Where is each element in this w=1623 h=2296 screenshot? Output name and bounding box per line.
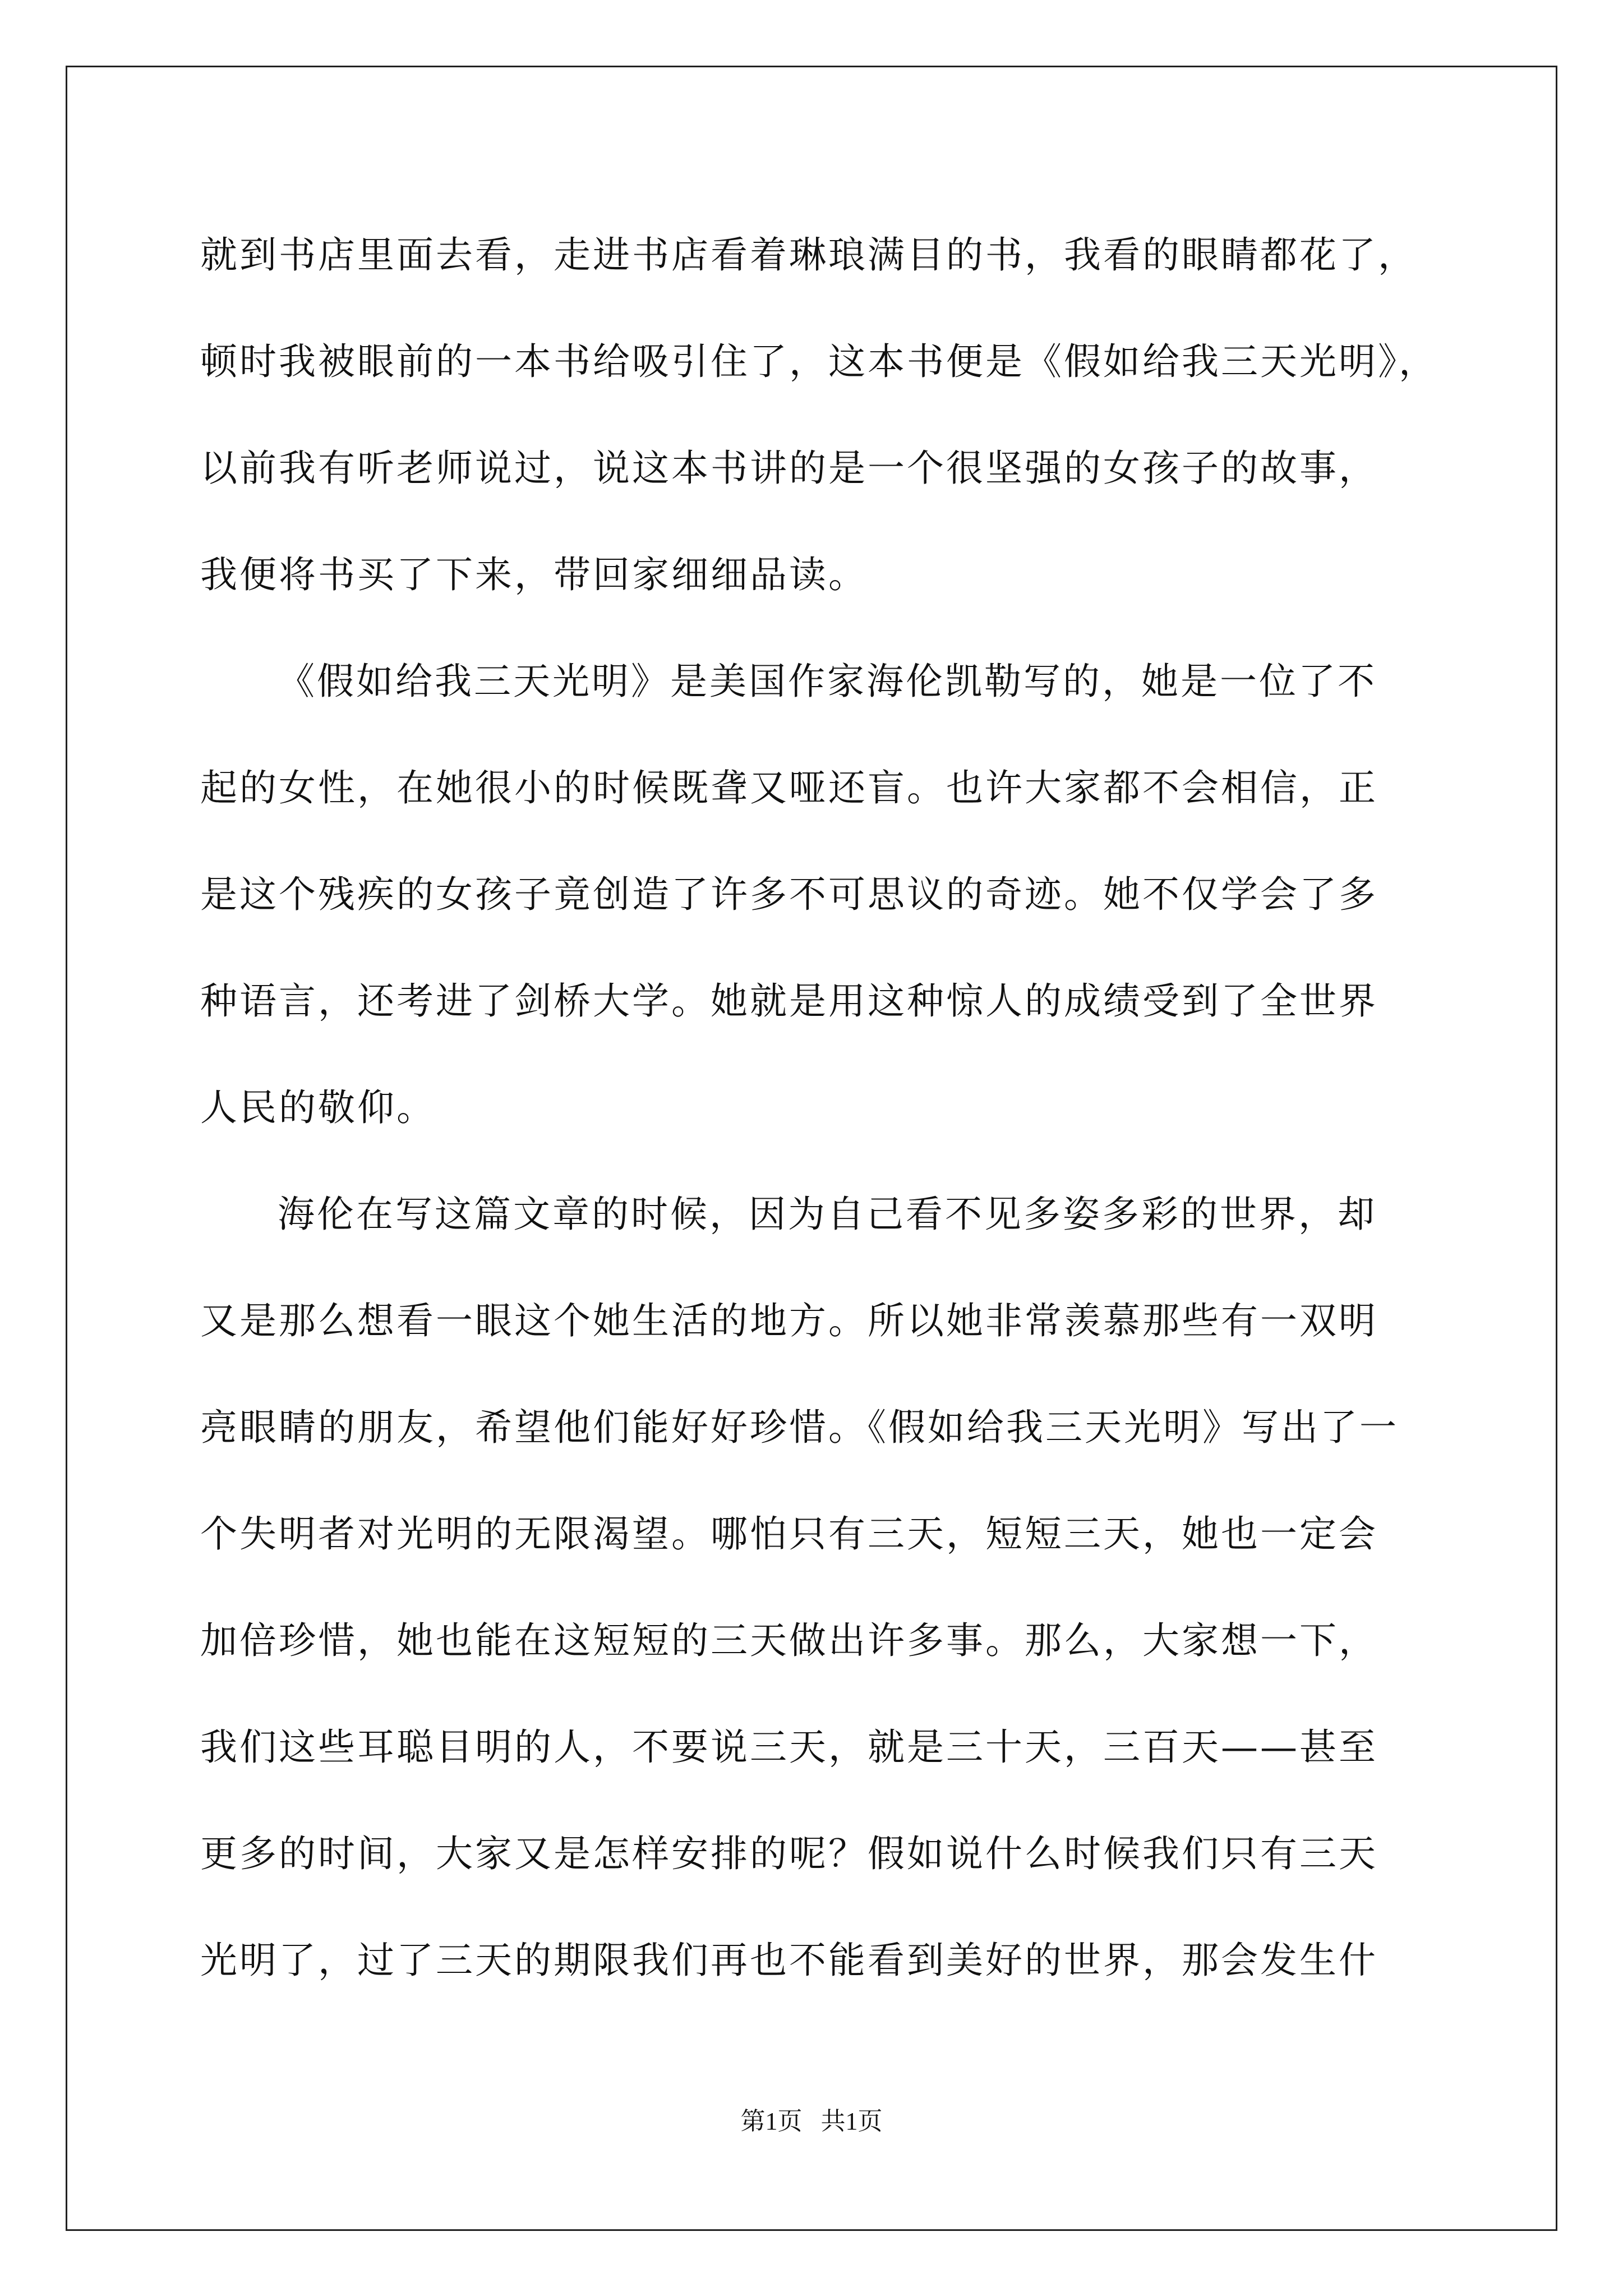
text-line: 顿时我被眼前的一本书给吸引住了，这本书便是《假如给我三天光明》， bbox=[200, 340, 1438, 383]
document-body bbox=[200, 202, 1438, 2014]
text-line: 个失明者对光明的无限渴望。哪怕只有三天，短短三天，她也一定会 bbox=[200, 1512, 1378, 1556]
text-line: 种语言，还考进了剑桥大学。她就是用这种惊人的成绩受到了全世界 bbox=[200, 979, 1378, 1023]
text-line: 我们这些耳聪目明的人，不要说三天，就是三十天，三百天——甚至 bbox=[200, 1726, 1378, 1769]
text-line: 我便将书买了下来，带回家细细品读。 bbox=[200, 553, 868, 596]
paragraph-first-line: 《假如给我三天光明》是美国作家海伦凯勒写的，她是一位了不 bbox=[278, 660, 1377, 703]
text-line: 是这个残疾的女孩子竟创造了许多不可思议的奇迹。她不仅学会了多 bbox=[200, 873, 1378, 916]
text-line: 又是那么想看一眼这个她生活的地方。所以她非常羡慕那些有一双明 bbox=[200, 1299, 1378, 1342]
text-line: 亮眼睛的朋友，希望他们能好好珍惜。《假如给我三天光明》写出了一 bbox=[200, 1406, 1399, 1449]
page-footer: 第1页 共1页 bbox=[740, 2108, 883, 2135]
paragraph-first-line: 海伦在写这篇文章的时候，因为自己看不见多姿多彩的世界，却 bbox=[278, 1193, 1377, 1236]
text-line: 起的女性，在她很小的时候既聋又哑还盲。也许大家都不会相信，正 bbox=[200, 766, 1378, 809]
text-line: 就到书店里面去看，走进书店看着琳琅满目的书，我看的眼睛都花了， bbox=[200, 233, 1417, 277]
text-line: 光明了，过了三天的期限我们再也不能看到美好的世界，那会发生什 bbox=[200, 1939, 1378, 1982]
text-line: 加倍珍惜，她也能在这短短的三天做出许多事。那么，大家想一下， bbox=[200, 1619, 1378, 1662]
text-line: 以前我有听老师说过，说这本书讲的是一个很坚强的女孩子的故事， bbox=[200, 447, 1378, 490]
text-line: 人民的敬仰。 bbox=[200, 1086, 436, 1129]
text-line: 更多的时间，大家又是怎样安排的呢？假如说什么时候我们只有三天 bbox=[200, 1832, 1378, 1875]
